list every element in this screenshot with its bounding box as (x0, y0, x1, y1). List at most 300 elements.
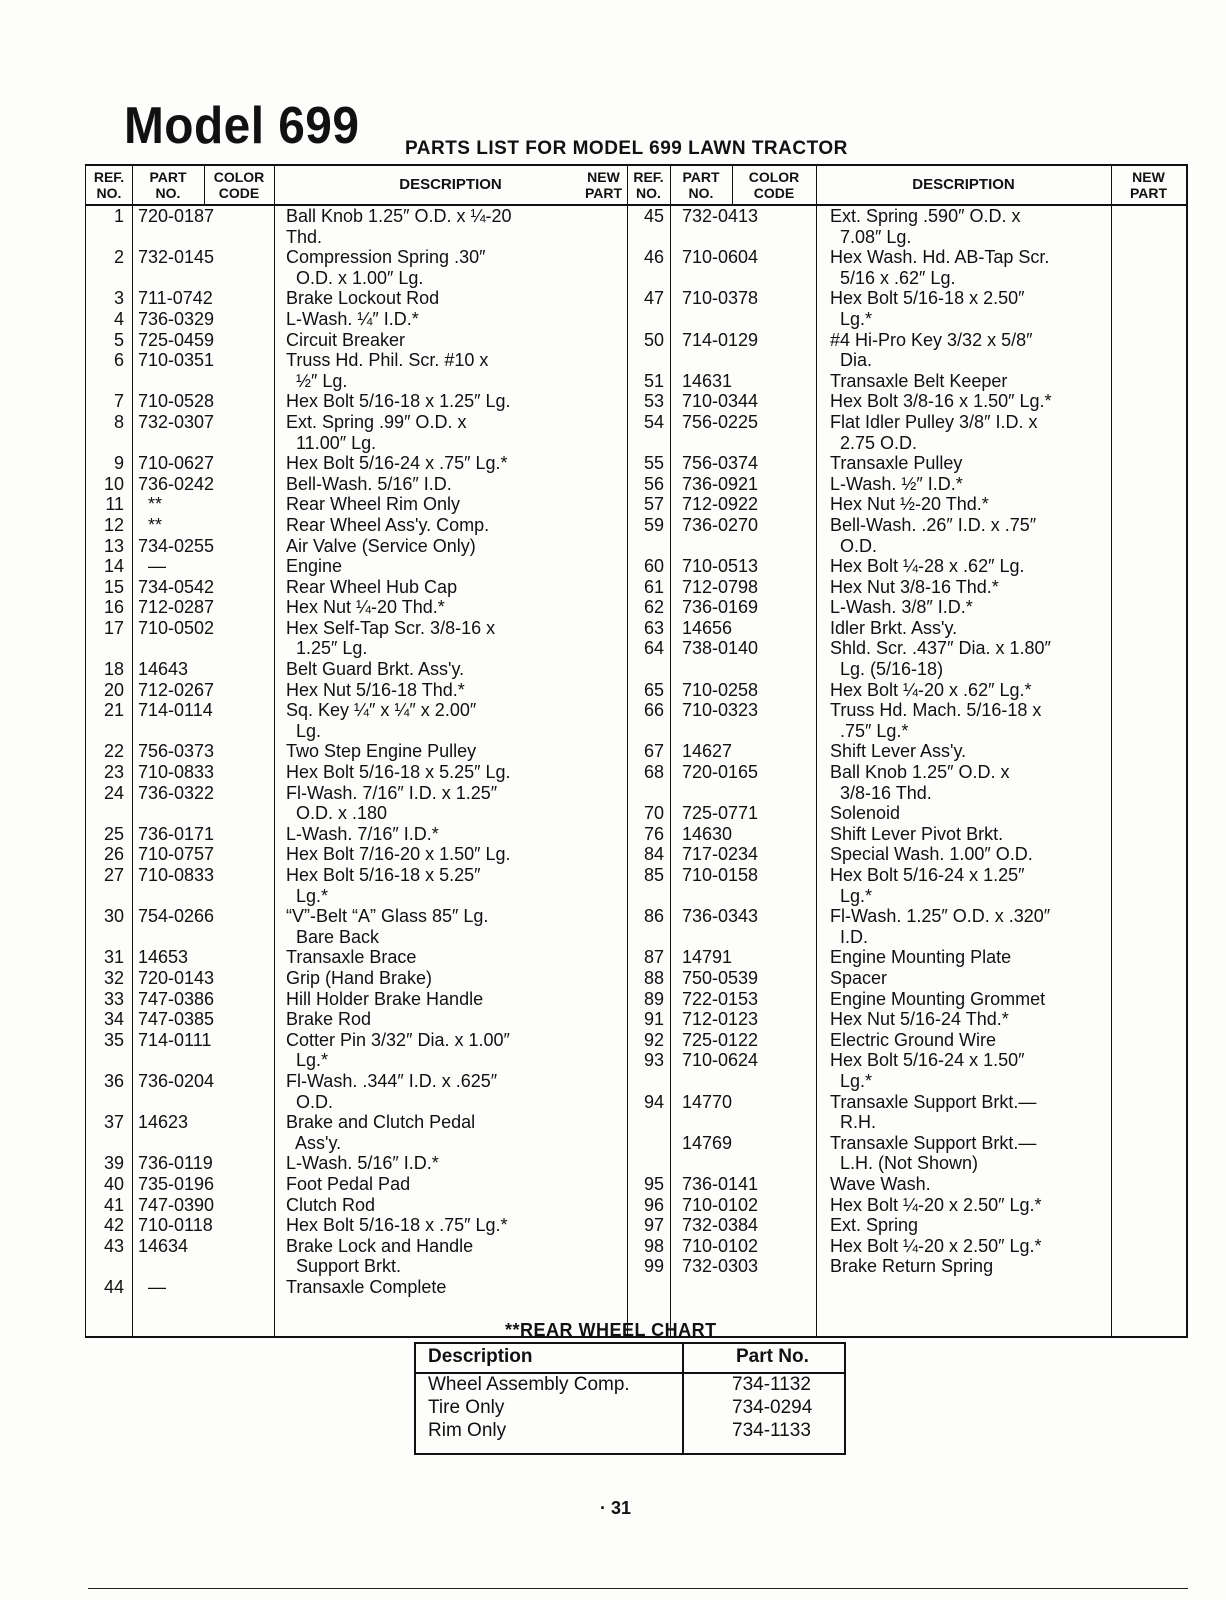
part-no-cell: 722-0153 (682, 988, 759, 1009)
description-cell: Hex Bolt 5/16-18 x 2.50″ (830, 288, 1025, 309)
part-no-cell: 714-0111 (138, 1029, 212, 1050)
ref-no-cell: 27 (103, 865, 124, 885)
description-cell: Hex Nut 5/16-18 Thd.* (286, 679, 465, 700)
part-no-cell: 710-0102 (682, 1194, 759, 1215)
part-no-cell: 736-0242 (138, 473, 215, 494)
table-row (86, 844, 1186, 865)
description-cell: 3/8-16 Thd. (830, 782, 932, 803)
part-no-cell: 732-0307 (138, 411, 215, 432)
ref-no-cell: 96 (643, 1194, 664, 1215)
header-ref-no: REF. NO. (633, 169, 664, 201)
ref-no-cell: 87 (643, 947, 664, 968)
part-no-cell: 712-0267 (138, 679, 215, 700)
part-no-cell: 734-0294 (732, 1397, 813, 1418)
ref-no-cell: 40 (103, 1173, 124, 1194)
table-row (86, 350, 1186, 371)
part-no-cell: 14634 (138, 1235, 189, 1256)
rear-wheel-chart-title: **REAR WHEEL CHART (505, 1320, 717, 1340)
description-cell: Brake Lock and Handle (286, 1235, 474, 1256)
part-no-cell: 750-0539 (682, 967, 759, 988)
description-cell: Bare Back (286, 926, 380, 947)
table-row (86, 371, 1186, 392)
part-no-cell: ** (138, 494, 163, 515)
description-cell: Belt Guard Brkt. Ass'y. (286, 659, 465, 680)
part-no-cell: 736-0343 (682, 906, 759, 927)
ref-no-cell: 53 (643, 391, 664, 412)
description-cell: Lg.* (286, 885, 329, 906)
ref-no-cell: 6 (113, 350, 124, 371)
ref-no-cell: 64 (643, 638, 664, 659)
part-no-cell: 710-0604 (682, 247, 759, 268)
table-row (86, 659, 1186, 680)
description-cell: Brake Rod (286, 1009, 372, 1030)
part-no-cell: 14769 (682, 1132, 733, 1153)
table-row (86, 206, 1186, 227)
part-no-cell: 736-0119 (138, 1153, 213, 1174)
description-cell: Engine (286, 556, 343, 577)
table-row (86, 330, 1186, 351)
ref-no-cell: 70 (643, 803, 664, 824)
description-cell: Hex Nut ¼-20 Thd.* (286, 597, 445, 618)
ref-no-cell: 57 (643, 494, 664, 515)
table-header (86, 164, 1186, 206)
ref-no-cell: 43 (103, 1235, 124, 1256)
description-cell: Hex Bolt 5/16-18 x 1.25″ Lg. (286, 391, 511, 412)
description-cell: O.D. x .180 (286, 803, 388, 824)
part-no-cell: 720-0187 (138, 206, 215, 226)
description-cell: 7.08″ Lg. (830, 226, 912, 247)
table-row (86, 1277, 1186, 1298)
ref-no-cell: 65 (643, 679, 664, 700)
header-color-code: COLOR CODE (748, 169, 800, 201)
header-ref-no: REF. NO. (93, 169, 125, 201)
description-cell: L-Wash. ¼″ I.D.* (286, 308, 419, 329)
part-no-cell: 732-0303 (682, 1256, 759, 1277)
ref-no-cell: 56 (643, 473, 664, 494)
part-no-cell: 712-0123 (682, 1009, 759, 1030)
ref-no-cell: 21 (103, 700, 124, 721)
ref-no-cell: 94 (643, 1091, 664, 1112)
description-cell: Foot Pedal Pad (286, 1173, 411, 1194)
part-no-cell: 710-0158 (682, 865, 759, 885)
part-no-cell: 710-0502 (138, 617, 215, 638)
description-cell: Brake Lockout Rod (286, 288, 440, 309)
part-no-cell: 756-0374 (682, 453, 759, 474)
table-row (86, 762, 1186, 783)
description-cell: Cotter Pin 3/32″ Dia. x 1.00″ (286, 1029, 510, 1050)
description-cell: Transaxle Brace (286, 947, 417, 968)
part-no-cell: 736-0329 (138, 308, 215, 329)
part-no-cell: 732-0145 (138, 247, 215, 268)
ref-no-cell: 15 (103, 576, 124, 597)
part-no-cell: 756-0373 (138, 741, 215, 762)
part-no-cell: 14623 (138, 1112, 189, 1133)
description-cell: Thd. (286, 226, 323, 247)
part-no-cell: 734-1132 (732, 1374, 811, 1395)
ref-no-cell: 84 (643, 844, 664, 865)
part-no-cell: 712-0287 (138, 597, 215, 618)
description-cell: Wave Wash. (830, 1173, 931, 1194)
description-cell: Rear Wheel Rim Only (286, 494, 461, 515)
table-row (86, 1071, 1186, 1092)
ref-no-cell: 20 (103, 679, 124, 700)
description-cell: Engine Mounting Plate (830, 947, 1012, 968)
part-no-cell: 14631 (682, 370, 733, 391)
table-row (86, 618, 1186, 639)
description-cell: Rear Wheel Hub Cap (286, 576, 458, 597)
ref-no-cell: 42 (103, 1215, 124, 1236)
ref-no-cell: 63 (643, 617, 664, 638)
part-no-cell: 736-0169 (682, 597, 759, 618)
part-no-cell: 734-1133 (732, 1420, 811, 1441)
table-caption: PARTS LIST FOR MODEL 699 LAWN TRACTOR (405, 138, 848, 159)
table-row (86, 886, 1186, 907)
description-cell: Lg.* (830, 885, 873, 906)
description-cell: Shld. Scr. .437″ Dia. x 1.80″ (830, 638, 1051, 659)
description-cell: Hex Self-Tap Scr. 3/8-16 x (286, 617, 496, 638)
part-no-cell: 712-0922 (682, 494, 759, 515)
description-cell: 1.25″ Lg. (286, 638, 368, 659)
description-cell: L.H. (Not Shown) (830, 1153, 979, 1174)
table-row (86, 927, 1186, 948)
parts-list-right (86, 206, 1186, 1277)
header-part-no: PART NO. (149, 169, 187, 201)
table-row (86, 989, 1186, 1010)
description-cell: Two Step Engine Pulley (286, 741, 477, 762)
part-no-cell: 735-0196 (138, 1173, 215, 1194)
ref-no-cell: 61 (643, 576, 664, 597)
header-color-code: COLOR CODE (213, 169, 265, 201)
description-cell: Hex Nut 5/16-24 Thd.* (830, 1009, 1009, 1030)
description-cell: Hex Bolt ¼-20 x .62″ Lg.* (830, 679, 1032, 700)
description-cell: Transaxle Support Brkt.— (830, 1132, 1037, 1153)
ref-no-cell: 51 (643, 370, 664, 391)
table-row (86, 1112, 1186, 1133)
description-cell: Brake and Clutch Pedal (286, 1112, 476, 1133)
table-row (86, 433, 1186, 454)
description-cell: Hex Bolt 5/16-24 x 1.50″ (830, 1050, 1025, 1071)
table-row (86, 494, 1186, 515)
part-no-cell: 711-0742 (138, 288, 213, 309)
ref-no-cell: 34 (103, 1009, 124, 1030)
description-cell: Hex Bolt 5/16-18 x 5.25″ Lg. (286, 762, 511, 783)
description-cell: Hex Bolt ¼-28 x .62″ Lg. (830, 556, 1025, 577)
part-no-cell: 738-0140 (682, 638, 759, 659)
description-cell: Flat Idler Pulley 3/8″ I.D. x (830, 411, 1038, 432)
part-no-cell: 736-0270 (682, 514, 759, 535)
ref-no-cell: 26 (103, 844, 124, 865)
table-row (86, 1153, 1186, 1174)
description-cell: Sq. Key ¼″ x ¼″ x 2.00″ (286, 700, 477, 721)
ref-no-cell: 36 (103, 1070, 124, 1091)
part-no-cell: 710-0833 (138, 762, 215, 783)
ref-no-cell: 98 (643, 1235, 664, 1256)
ref-no-cell: 22 (103, 741, 124, 762)
table-row (86, 803, 1186, 824)
table-row (86, 824, 1186, 845)
ref-no-cell: 16 (103, 597, 124, 618)
description-cell: Hill Holder Brake Handle (286, 988, 484, 1009)
header-part-no: PART NO. (682, 169, 720, 201)
description-cell: Engine Mounting Grommet (830, 988, 1046, 1009)
part-no-cell: 14627 (682, 741, 733, 762)
description-cell: Circuit Breaker (286, 329, 406, 350)
description-cell: Hex Nut ½-20 Thd.* (830, 494, 989, 515)
ref-no-cell: 30 (103, 906, 124, 927)
description-cell: Lg. (5/16-18) (830, 659, 944, 680)
description-cell: Hex Bolt 5/16-18 x .75″ Lg.* (286, 1215, 508, 1236)
ref-no-cell: 67 (643, 741, 664, 762)
part-no-cell: 747-0386 (138, 988, 215, 1009)
parts-table (85, 164, 1188, 1338)
description-cell: O.D. (830, 535, 878, 556)
part-no-cell: 710-0513 (682, 556, 759, 577)
table-row (86, 638, 1186, 659)
part-no-cell: 720-0143 (138, 967, 215, 988)
description-cell: Lg.* (286, 1050, 329, 1071)
ref-no-cell: 91 (643, 1009, 664, 1030)
table-row (86, 700, 1186, 721)
description-cell: O.D. x 1.00″ Lg. (286, 267, 424, 288)
part-no-cell: 710-0102 (682, 1235, 759, 1256)
description-cell: Fl-Wash. .344″ I.D. x .625″ (286, 1070, 498, 1091)
ref-no-cell: 23 (103, 762, 124, 783)
description-cell: Lg.* (830, 308, 873, 329)
description-cell: Ext. Spring .590″ O.D. x (830, 206, 1021, 226)
part-no-cell: 725-0771 (682, 803, 759, 824)
description-cell: ½″ Lg. (286, 370, 348, 391)
ref-no-cell: 86 (643, 906, 664, 927)
rear-wheel-header (416, 1344, 844, 1374)
ref-no-cell: 41 (103, 1194, 124, 1215)
part-no-cell: 710-0757 (138, 844, 215, 865)
part-no-cell: 756-0225 (682, 411, 759, 432)
description-cell: Shift Lever Pivot Brkt. (830, 823, 1004, 844)
description-cell: Rim Only (428, 1420, 507, 1441)
description-cell: Grip (Hand Brake) (286, 967, 433, 988)
ref-no-cell: 9 (113, 453, 124, 474)
part-no-cell: 736-0921 (682, 473, 759, 494)
ref-no-cell: 25 (103, 823, 124, 844)
ref-no-cell: 11 (105, 494, 124, 515)
ref-no-cell: 76 (643, 823, 664, 844)
part-no-cell: 710-0118 (138, 1215, 213, 1236)
ref-no-cell: 68 (643, 762, 664, 783)
table-row (86, 268, 1186, 289)
table-row (86, 1009, 1186, 1030)
ref-no-cell: 3 (113, 288, 124, 309)
description-cell: Spacer (830, 967, 888, 988)
description-cell: 2.75 O.D. (830, 432, 918, 453)
part-no-cell: 14630 (682, 823, 733, 844)
description-cell: I.D. (830, 926, 869, 947)
table-row (86, 453, 1186, 474)
description-cell: #4 Hi-Pro Key 3/32 x 5/8″ (830, 329, 1033, 350)
description-cell: R.H. (830, 1112, 877, 1133)
description-cell: Tire Only (428, 1397, 505, 1418)
table-row (86, 556, 1186, 577)
ref-no-cell: 33 (103, 988, 124, 1009)
part-no-cell: 710-0624 (682, 1050, 759, 1071)
rear-wheel-row (416, 1397, 844, 1421)
table-row (86, 474, 1186, 495)
ref-no-cell: 39 (103, 1153, 124, 1174)
description-cell: Compression Spring .30″ (286, 247, 486, 268)
ref-no-cell: 60 (643, 556, 664, 577)
ref-no-cell: 12 (103, 514, 124, 535)
part-no-cell: 712-0798 (682, 576, 759, 597)
description-cell: Ball Knob 1.25″ O.D. x ¼-20 (286, 206, 512, 226)
ref-no-cell: 92 (643, 1029, 664, 1050)
ref-no-cell: 32 (103, 967, 124, 988)
table-row (86, 1174, 1186, 1195)
description-cell: Hex Bolt ¼-20 x 2.50″ Lg.* (830, 1194, 1042, 1215)
ref-no-cell: 47 (643, 288, 664, 309)
description-cell: Ext. Spring .99″ O.D. x (286, 411, 467, 432)
table-row (86, 1133, 1186, 1154)
table-row (86, 412, 1186, 433)
description-cell: Ball Knob 1.25″ O.D. x (830, 762, 1010, 783)
description-cell: Air Valve (Service Only) (286, 535, 476, 556)
description-cell: Shift Lever Ass'y. (830, 741, 967, 762)
header-part-no: Part No. (736, 1346, 809, 1367)
part-no-cell: 732-0384 (682, 1215, 759, 1236)
table-row (86, 577, 1186, 598)
description-cell: Brake Return Spring (830, 1256, 994, 1277)
part-no-cell: 14643 (138, 659, 189, 680)
ref-no-cell: 13 (103, 535, 124, 556)
ref-no-cell: 18 (103, 659, 124, 680)
table-row (86, 906, 1186, 927)
description-cell: L-Wash. 7/16″ I.D.* (286, 823, 439, 844)
description-cell: Hex Bolt ¼-20 x 2.50″ Lg.* (830, 1235, 1042, 1256)
description-cell: Rear Wheel Ass'y. Comp. (286, 514, 490, 535)
rear-wheel-row (416, 1374, 844, 1398)
ref-no-cell: 45 (643, 206, 664, 226)
description-cell: Lg.* (830, 1070, 873, 1091)
part-no-cell: 747-0385 (138, 1009, 215, 1030)
description-cell: L-Wash. 5/16″ I.D.* (286, 1153, 439, 1174)
part-no-cell: 754-0266 (138, 906, 215, 927)
part-no-cell: 736-0141 (682, 1173, 759, 1194)
ref-no-cell: 93 (643, 1050, 664, 1071)
description-cell: Hex Bolt 5/16-24 x 1.25″ (830, 865, 1025, 885)
part-no-cell: 714-0114 (138, 700, 213, 721)
description-cell: Wheel Assembly Comp. (428, 1374, 630, 1395)
description-cell: Bell-Wash. 5/16″ I.D. (286, 473, 452, 494)
description-cell: Transaxle Support Brkt.— (830, 1091, 1037, 1112)
part-no-cell: 717-0234 (682, 844, 759, 865)
table-row (86, 515, 1186, 536)
description-cell: Transaxle Complete (286, 1276, 447, 1297)
ref-no-cell: 14 (103, 556, 124, 577)
description-cell: Fl-Wash. 1.25″ O.D. x .320″ (830, 906, 1051, 927)
part-no-cell: 725-0122 (682, 1029, 759, 1050)
part-no-cell: 710-0344 (682, 391, 759, 412)
description-cell: Truss Hd. Phil. Scr. #10 x (286, 350, 489, 371)
part-no-cell: 732-0413 (682, 206, 759, 226)
ref-no-cell: 59 (643, 514, 664, 535)
part-no-cell: — (138, 1276, 167, 1297)
rear-wheel-row (416, 1420, 844, 1444)
description-cell: O.D. (286, 1091, 334, 1112)
part-no-cell: 710-0528 (138, 391, 215, 412)
description-cell: Electric Ground Wire (830, 1029, 997, 1050)
table-row (86, 1256, 1186, 1277)
ref-no-cell: 24 (103, 782, 124, 803)
header-new-part: NEW PART (584, 169, 623, 201)
description-cell: Transaxle Pulley (830, 453, 963, 474)
ref-no-cell: 54 (643, 411, 664, 432)
table-row (86, 1215, 1186, 1236)
part-no-cell: 710-0258 (682, 679, 759, 700)
header-description: Description (428, 1346, 533, 1367)
ref-no-cell: 85 (643, 865, 664, 885)
part-no-cell: 720-0165 (682, 762, 759, 783)
footer-rule (88, 1588, 1188, 1589)
ref-no-cell: 55 (643, 453, 664, 474)
rear-wheel-chart (414, 1342, 846, 1455)
description-cell: Dia. (830, 350, 873, 371)
ref-no-cell: 1 (113, 206, 124, 226)
ref-no-cell: 8 (113, 411, 124, 432)
description-cell: Support Brkt. (286, 1256, 402, 1277)
description-cell: Hex Bolt 5/16-24 x .75″ Lg.* (286, 453, 508, 474)
part-no-cell: 747-0390 (138, 1194, 215, 1215)
ref-no-cell: 88 (643, 967, 664, 988)
part-no-cell: 710-0351 (138, 350, 215, 371)
part-no-cell: 714-0129 (682, 329, 759, 350)
table-row (86, 288, 1186, 309)
ref-no-cell: 4 (113, 308, 124, 329)
description-cell: L-Wash. 3/8″ I.D.* (830, 597, 973, 618)
ref-no-cell: 46 (643, 247, 664, 268)
table-row (86, 1236, 1186, 1257)
description-cell: L-Wash. ½″ I.D.* (830, 473, 963, 494)
part-no-cell: 14656 (682, 617, 733, 638)
table-row (86, 1195, 1186, 1216)
ref-no-cell: 99 (643, 1256, 664, 1277)
table-row (86, 947, 1186, 968)
ref-no-cell: 89 (643, 988, 664, 1009)
ref-no-cell: 2 (113, 247, 124, 268)
description-cell: Ext. Spring (830, 1215, 919, 1236)
description-cell: 5/16 x .62″ Lg. (830, 267, 956, 288)
table-row (86, 865, 1186, 886)
description-cell: Clutch Rod (286, 1194, 376, 1215)
ref-no-cell: 7 (113, 391, 124, 412)
part-no-cell: ** (138, 514, 163, 535)
ref-no-cell: 66 (643, 700, 664, 721)
ref-no-cell: 44 (103, 1276, 124, 1297)
description-cell: Special Wash. 1.00″ O.D. (830, 844, 1033, 865)
header-description: DESCRIPTION (399, 176, 502, 193)
part-no-cell: 710-0833 (138, 865, 215, 885)
page-title: Model 699 (124, 97, 360, 155)
description-cell: Hex Bolt 7/16-20 x 1.50″ Lg. (286, 844, 511, 865)
table-row (86, 536, 1186, 557)
table-row (86, 1030, 1186, 1051)
table-row (86, 597, 1186, 618)
description-cell: 11.00″ Lg. (286, 432, 377, 453)
description-cell: Idler Brkt. Ass'y. (830, 617, 958, 638)
description-cell: .75″ Lg.* (830, 720, 909, 741)
description-cell: Ass'y. (286, 1132, 342, 1153)
part-no-cell: 734-0542 (138, 576, 215, 597)
description-cell: “V”-Belt “A” Glass 85″ Lg. (286, 906, 489, 927)
part-no-cell: 734-0255 (138, 535, 215, 556)
part-no-cell: 14653 (138, 947, 189, 968)
